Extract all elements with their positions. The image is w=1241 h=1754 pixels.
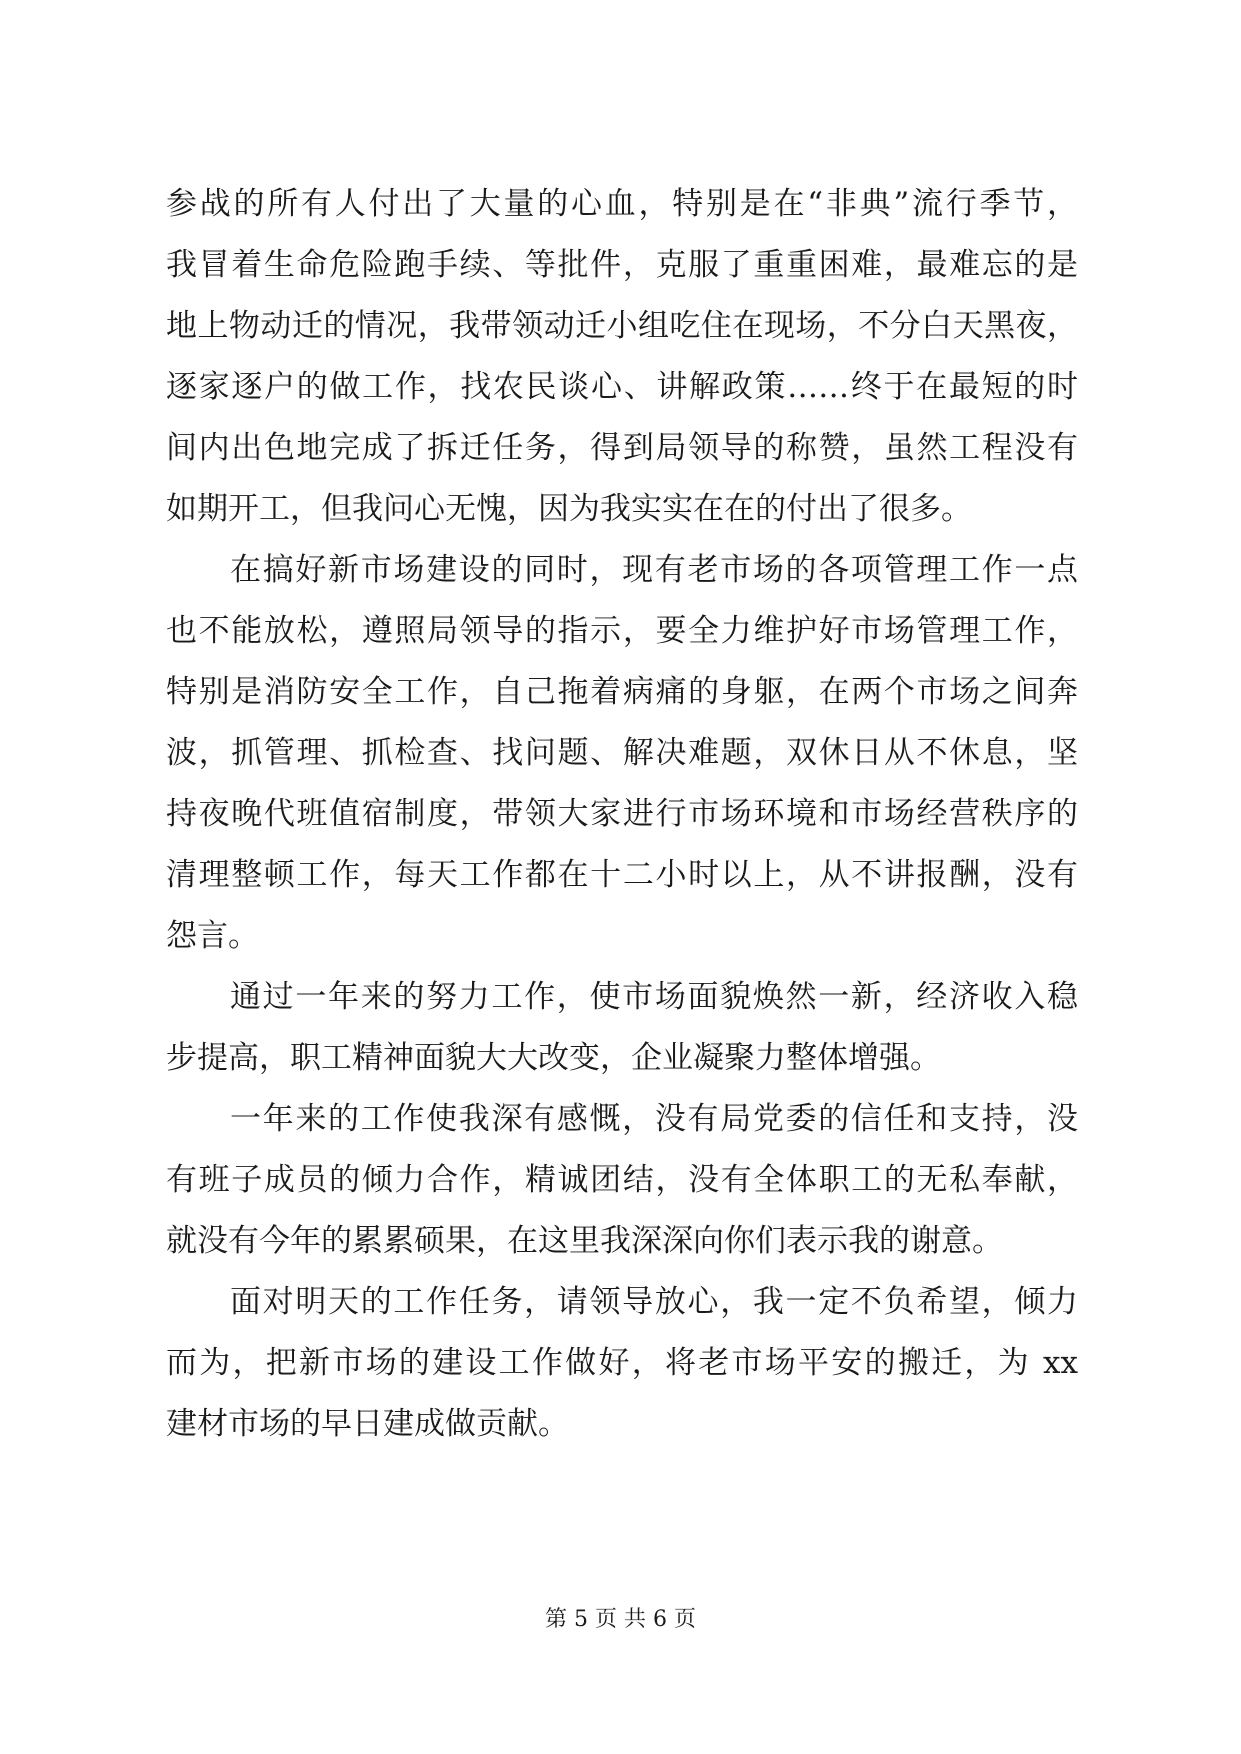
text-line: 在搞好新市场建设的同时，现有老市场的各项管理工作一点 [230, 552, 1078, 588]
text-line: 步提高，职工精神面貌大大改变，企业凝聚力整体增强。 [166, 1040, 941, 1076]
text-line: 清理整顿工作，每天工作都在十二小时以上，从不讲报酬，没有 [166, 857, 1078, 893]
text-line: 如期开工，但我问心无愧，因为我实实在在的付出了很多。 [166, 491, 972, 527]
text-line: 也不能放松，遵照局领导的指示，要全力维护好市场管理工作， [166, 613, 1078, 649]
text-line: 而为，把新市场的建设工作做好，将老市场平安的搬迁，为 xx [166, 1345, 1078, 1381]
text-line: 建材市场的早日建成做贡献。 [166, 1406, 569, 1442]
text-line: 波，抓管理、抓检查、找问题、解决难题，双休日从不休息，坚 [166, 735, 1078, 771]
text-line: 参战的所有人付出了大量的心血，特别是在“非典”流行季节， [166, 186, 1078, 222]
text-line: 面对明天的工作任务，请领导放心，我一定不负希望，倾力 [230, 1284, 1078, 1320]
text-line: 就没有今年的累累硕果，在这里我深深向你们表示我的谢意。 [166, 1223, 1003, 1259]
text-line: 怨言。 [166, 918, 259, 954]
text-line: 有班子成员的倾力合作，精诚团结，没有全体职工的无私奉献， [166, 1162, 1078, 1198]
text-line: 通过一年来的努力工作，使市场面貌焕然一新，经济收入稳 [230, 979, 1078, 1015]
text-line: 逐家逐户的做工作，找农民谈心、讲解政策……终于在最短的时 [166, 369, 1078, 405]
text-line: 间内出色地完成了拆迁任务，得到局领导的称赞，虽然工程没有 [166, 430, 1078, 466]
text-line: 特别是消防安全工作，自己拖着病痛的身躯，在两个市场之间奔 [166, 674, 1078, 710]
text-line: 我冒着生命危险跑手续、等批件，克服了重重困难，最难忘的是 [166, 247, 1078, 283]
page-number-footer: 第 5 页 共 6 页 [545, 1607, 696, 1632]
text-line: 持夜晚代班值宿制度，带领大家进行市场环境和市场经营秩序的 [166, 796, 1078, 832]
text-line: 一年来的工作使我深有感慨，没有局党委的信任和支持，没 [230, 1101, 1078, 1137]
text-line: 地上物动迁的情况，我带领动迁小组吃住在现场，不分白天黑夜， [166, 308, 1078, 344]
